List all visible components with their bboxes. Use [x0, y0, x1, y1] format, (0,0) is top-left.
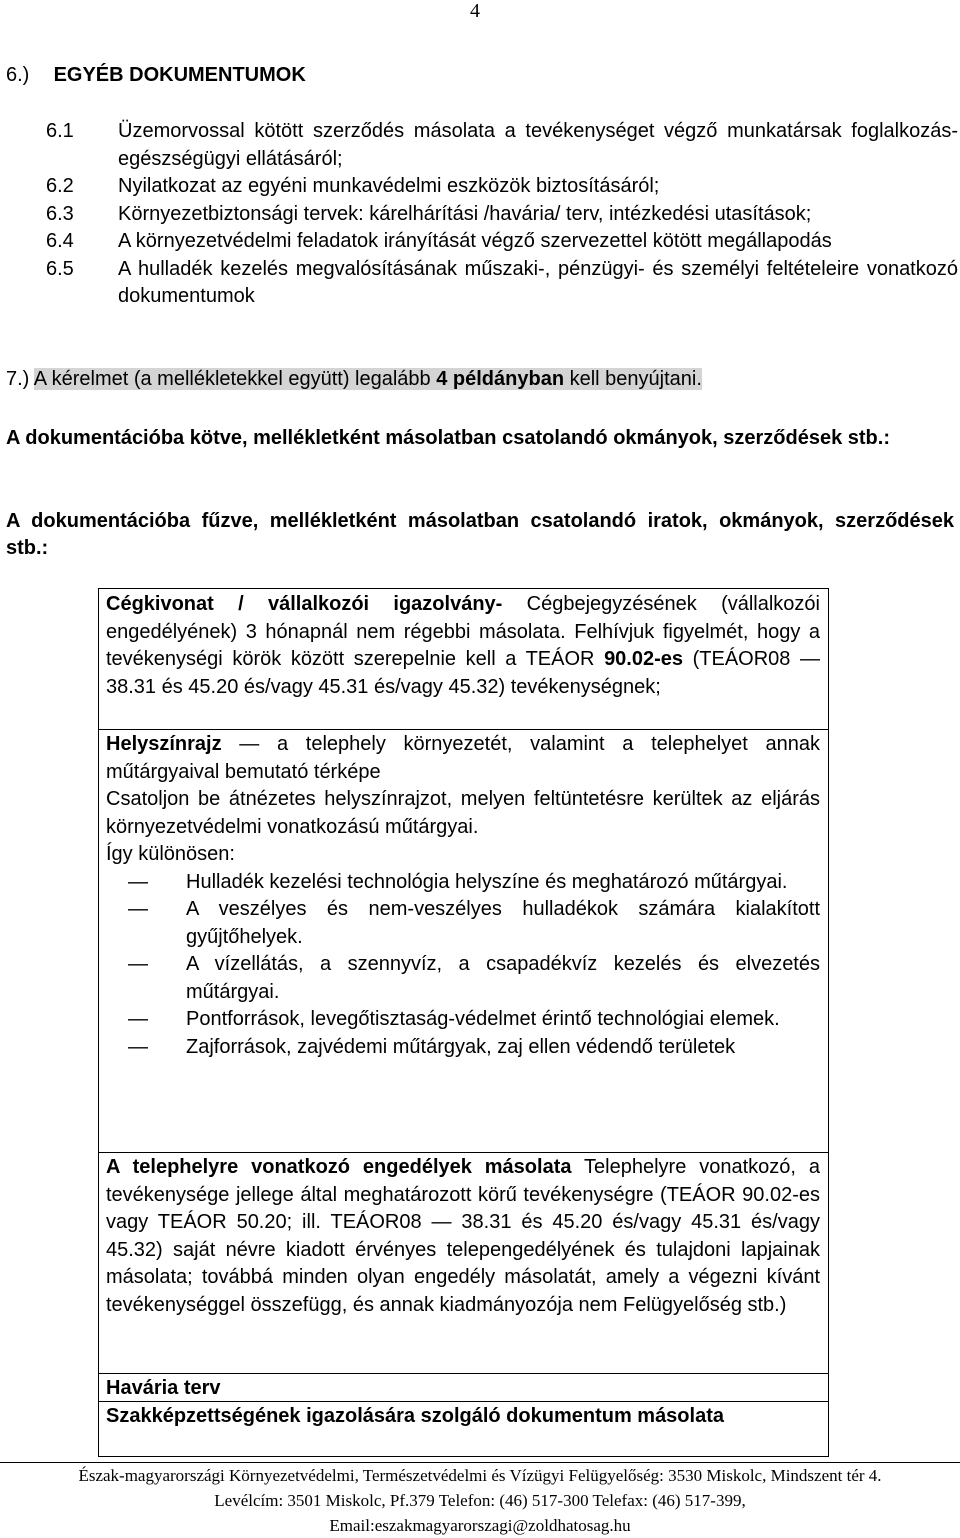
item-number: 6.3	[46, 202, 74, 225]
list-item-text: A vízellátás, a szennyvíz, a csapadékvíz kezelés és elvezetés műtárgyai.	[186, 953, 820, 1003]
item-number: 6.5	[46, 257, 74, 280]
telephely-title: A telephelyre vonatkozó engedélyek másolata	[106, 1156, 572, 1178]
cell-telephely	[106, 1154, 820, 1319]
page-number: 4	[470, 0, 480, 22]
cell-havaria	[106, 1375, 820, 1403]
list-item	[106, 1006, 820, 1034]
telephely-text: Telephelyre vonatkozó, a tevékenysége jellege által meghatározott körű tevékenységre (TEÁOR 90.02-es vagy TEÁOR 50.20; ill. TEÁOR08 — 38.31 és 45.20 és/vagy 45.31 és/vagy 45.32) saját névre kiadott érvényes telepengedélyének és tulajdoni lapjainak másolata; továbbá minden olyan engedély másolatát, amely a végezni kívánt tevékenységgel összefügg, és annak kiadmányozója nem Felügyelőség stb.)	[106, 1156, 820, 1316]
list-item	[6, 173, 958, 201]
item-text: A környezetvédelmi feladatok irányítását végző szervezettel kötött megállapodás	[118, 230, 832, 252]
cegkivonat-title: Cégkivonat / vállalkozói igazolvány-	[106, 593, 503, 615]
item7-number: 7.)	[6, 368, 30, 390]
list-item	[106, 869, 820, 897]
list-item	[6, 118, 958, 173]
csatoljon-text: Csatoljon be átnézetes helyszínrajzot, melyen feltüntetésre kerültek az eljárás környezetvédelmi vonatkozású műtárgyai.	[106, 788, 820, 838]
dash-bullet: —	[128, 1008, 148, 1030]
item-number: 6.2	[46, 175, 74, 197]
cell-helyszinrajz	[106, 731, 820, 1061]
cell-cegkivonat	[106, 591, 820, 701]
dash-bullet: —	[128, 898, 148, 920]
row-divider	[99, 1373, 828, 1374]
helyszinrajz-title: Helyszínrajz	[106, 733, 222, 755]
row-divider	[99, 1401, 828, 1402]
item7-bold: 4 példányban	[436, 368, 565, 390]
list-item	[6, 228, 958, 256]
list-item	[106, 896, 820, 951]
cegkivonat-text-2: (TEÁOR08 — 38.31 és 45.20 és/vagy 45.31 és/vagy 45.32) tevékenységnek;	[106, 648, 821, 698]
helyszinrajz-text: — a telephely környezetét, valamint a telephelyet annak műtárgyaival bemutató térképe	[106, 733, 820, 783]
item-number: 6.4	[46, 230, 74, 252]
item7-text-before: A kérelmet (a mellékletekkel együtt) legalább	[33, 368, 431, 390]
cegkivonat-code: 90.02-es	[604, 648, 684, 670]
item-text: Környezetbiztonsági tervek: kárelhárítási /havária/ terv, intézkedési utasítások;	[118, 202, 812, 225]
item-text: Nyilatkozat az egyéni munkavédelmi eszközök biztosításáról;	[118, 175, 660, 197]
section-heading: EGYÉB DOKUMENTUMOK	[53, 64, 306, 86]
footer-email: Email:eszakmagyarorszagi@zoldhatosag.hu	[329, 1516, 631, 1535]
igy-text: Így különösen:	[106, 843, 235, 865]
list-item-text: Zajforrások, zajvédemi műtárgyak, zaj ellen védendő területek	[186, 1035, 736, 1058]
dash-bullet: —	[128, 870, 148, 893]
row-divider	[99, 729, 828, 730]
item-text: A hulladék kezelés megvalósításának műszaki-, pénzügyi- és személyi feltételeire vonatkozó dokumentumok	[118, 257, 958, 307]
list-item-text: Pontforrások, levegőtisztaság-védelmet érintő technológiai elemek.	[186, 1008, 780, 1030]
item-text: Üzemorvossal kötött szerződés másolata a tevékenységet végző munkatársak foglalkozás-egészségügyi ellátásáról;	[118, 120, 958, 170]
item7-text-after: kell benyújtani.	[569, 368, 702, 390]
footer-line-1: Észak-magyarországi Környezetvédelmi, Természetvédelmi és Vízügyi Felügyelőség: 3530 Miskolc, Mindszent tér 4.	[78, 1466, 882, 1485]
paragraph-bound-documents: A dokumentációba kötve, mellékletként másolatban csatolandó okmányok, szerződések stb.:	[6, 427, 890, 449]
list-item	[6, 201, 958, 229]
szakkepzettseg-title: Szakképzettségének igazolására szolgáló dokumentum másolata	[106, 1405, 724, 1427]
dash-bullet: —	[128, 953, 148, 975]
item-number: 6.1	[46, 120, 74, 142]
item-7	[6, 368, 702, 391]
cegkivonat-text: Cégbejegyzésének (vállalkozói engedélyének) 3 hónapnál nem régebbi másolata. Felhívjuk figyelmét, hogy a tevékenységi körök között szerepelnie kell a TEÁOR	[106, 593, 820, 670]
list-item	[106, 951, 820, 1006]
havaria-title: Havária terv	[106, 1377, 221, 1399]
section-number: 6.)	[6, 64, 30, 86]
list-item-text: A veszélyes és nem-veszélyes hulladékok számára kialakított gyűjtőhelyek.	[186, 898, 820, 948]
section-title	[6, 64, 306, 87]
list-item	[106, 1034, 820, 1062]
cell-szakkepzettseg	[106, 1403, 820, 1431]
footer-line-2: Levélcím: 3501 Miskolc, Pf.379 Telefon: (46) 517-300 Telefax: (46) 517-399,	[214, 1491, 746, 1510]
page-footer	[0, 1462, 960, 1538]
list-item-text: Hulladék kezelési technológia helyszíne és meghatározó műtárgyai.	[186, 870, 788, 893]
documents-table	[98, 588, 829, 1457]
dash-bullet: —	[128, 1035, 148, 1058]
paragraph-attached-documents: A dokumentációba fűzve, mellékletként másolatban csatolandó iratok, okmányok, szerződések stb.:	[6, 510, 954, 559]
section-items	[6, 118, 958, 311]
row-divider	[99, 1152, 828, 1153]
list-item	[6, 256, 958, 311]
item7-highlight	[34, 368, 702, 390]
